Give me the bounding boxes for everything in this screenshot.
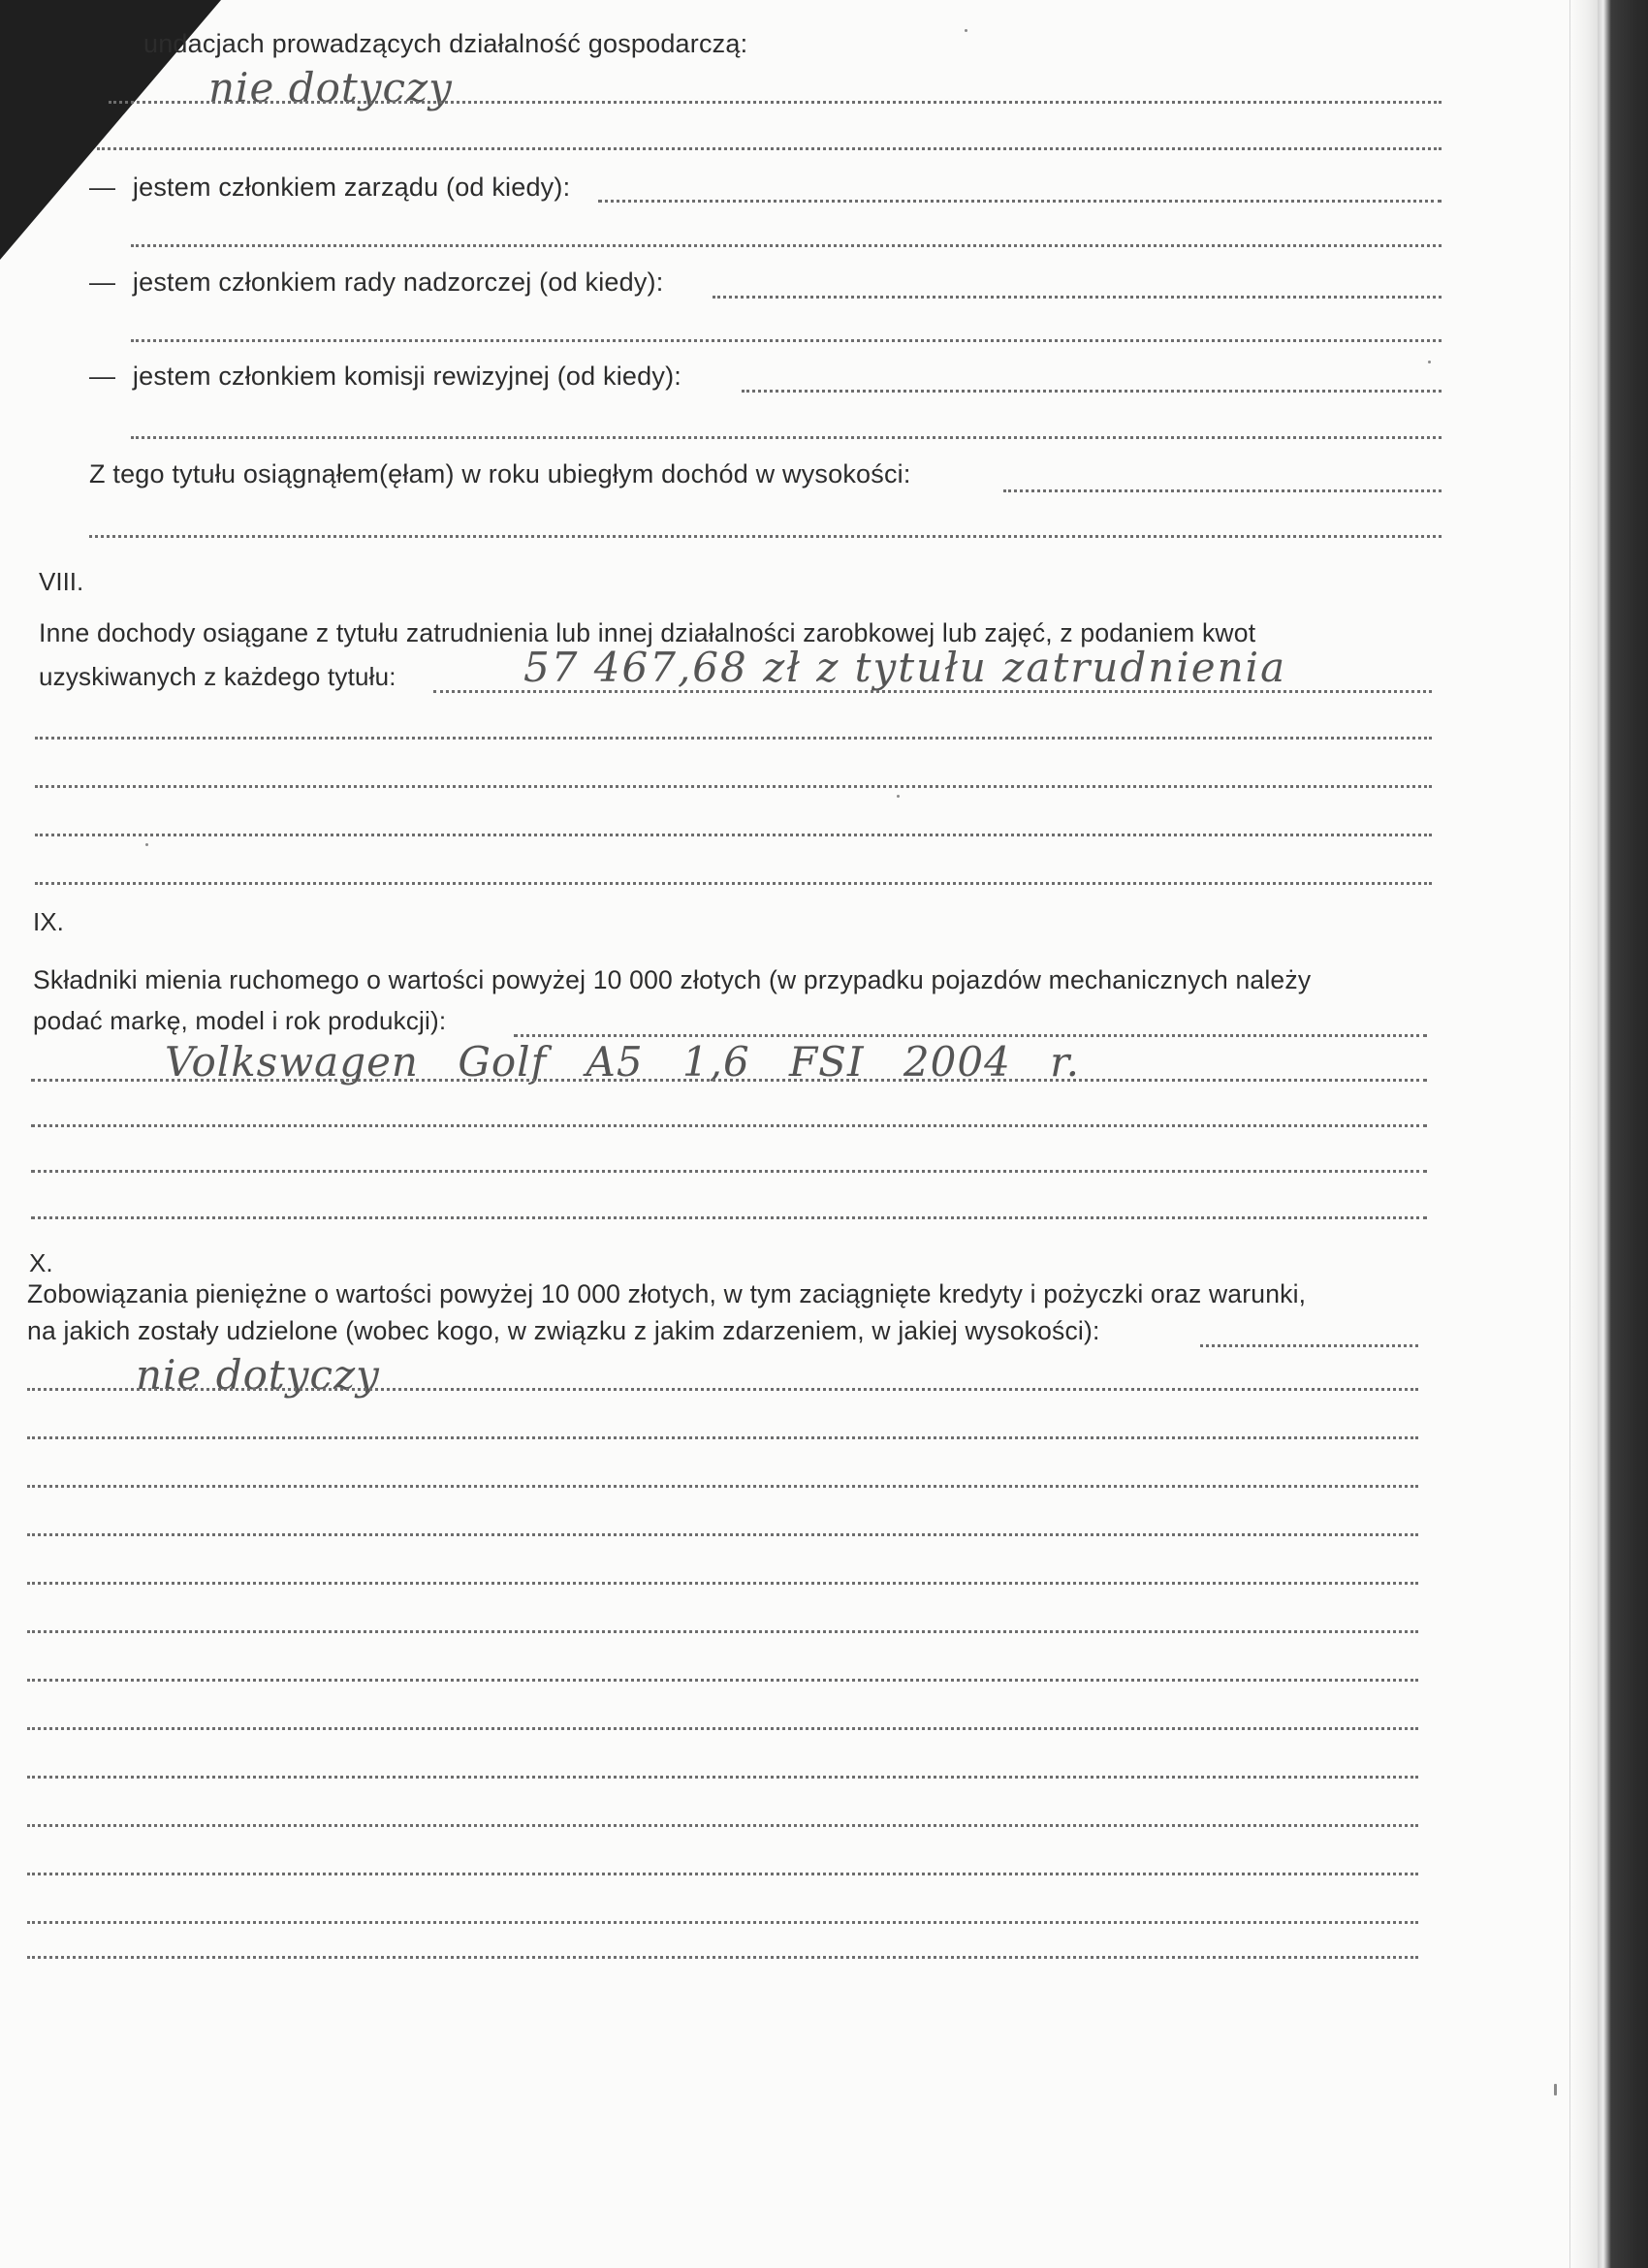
- answer-line: [97, 147, 1442, 150]
- answer-line: [514, 1034, 1427, 1037]
- section-x-line1: Zobowiązania pieniężne o wartości powyżej 10 000 złotych, w tym zaciągnięte kredyty i pożyczki oraz warunki,: [27, 1279, 1307, 1308]
- answer-line: [131, 436, 1442, 439]
- answer-line: [598, 200, 1442, 203]
- section-ix-numeral: IX.: [33, 907, 64, 936]
- answer-line: [27, 1727, 1418, 1730]
- section-x-line2: na jakich zostały udzielone (wobec kogo, w związku z jakim zdarzeniem, w jakiej wysokości):: [27, 1316, 1100, 1345]
- dash: —: [89, 362, 116, 391]
- page-edge: [1569, 0, 1598, 2268]
- item-supervisory-board: [89, 269, 663, 296]
- section-viii-line2: uzyskiwanych z każdego tytułu:: [39, 662, 396, 691]
- income-line-label: Z tego tytułu osiągnąłem(ęłam) w roku ubiegłym dochód w wysokości:: [89, 459, 911, 488]
- answer-line: [31, 1079, 1427, 1082]
- item-management-board: [89, 174, 570, 201]
- handwritten-answer-top: nie dotyczy: [208, 64, 453, 111]
- section-ix-line1: Składniki mienia ruchomego o wartości powyżej 10 000 złotych (w przypadku pojazdów mechanicznych należy: [33, 965, 1312, 994]
- answer-line: [1200, 1344, 1418, 1347]
- section-viii-line1: Inne dochody osiągane z tytułu zatrudnienia lub innej działalności zarobkowej lub zajęć, z podaniem kwot: [39, 618, 1256, 647]
- answer-line: [27, 1485, 1418, 1488]
- handwritten-answer-ix: Volkswagen Golf A5 1,6 FSI 2004 r.: [165, 1038, 1080, 1086]
- answer-line: [35, 785, 1432, 788]
- item-label: jestem członkiem komisji rewizyjnej (od kiedy):: [132, 362, 681, 391]
- scanner-edge-shadow: [1598, 0, 1648, 2268]
- answer-line: [1003, 489, 1442, 492]
- answer-line: [131, 339, 1442, 342]
- section-viii-numeral: VIII.: [39, 567, 84, 596]
- scan-speck: [1428, 361, 1431, 363]
- answer-line: [433, 690, 1432, 693]
- answer-line: [27, 1436, 1418, 1439]
- answer-line: [27, 1824, 1418, 1827]
- scan-speck: [965, 29, 967, 32]
- section-x-numeral: X.: [29, 1248, 53, 1277]
- scan-speck: [897, 795, 900, 798]
- answer-line: [27, 1388, 1418, 1391]
- answer-line: [27, 1776, 1418, 1779]
- answer-line: [35, 882, 1432, 885]
- item-label: jestem członkiem zarządu (od kiedy):: [132, 173, 571, 202]
- answer-line: [31, 1216, 1427, 1219]
- answer-line: [89, 535, 1442, 538]
- answer-line: [713, 296, 1442, 299]
- dash: —: [89, 268, 116, 297]
- scan-speck: [1554, 2084, 1557, 2095]
- dash: —: [89, 173, 116, 202]
- item-audit-committee: [89, 363, 681, 390]
- answer-line: [27, 1921, 1418, 1924]
- answer-line: [35, 834, 1432, 836]
- answer-line: [27, 1679, 1418, 1682]
- answer-line: [27, 1873, 1418, 1875]
- answer-line: [35, 737, 1432, 740]
- handwritten-answer-x: nie dotyczy: [136, 1351, 380, 1399]
- handwritten-answer-viii: 57 467,68 zł z tytułu zatrudnienia: [523, 644, 1287, 691]
- answer-line: [131, 244, 1442, 247]
- answer-line: [27, 1533, 1418, 1536]
- answer-line: [31, 1124, 1427, 1127]
- answer-line: [27, 1630, 1418, 1633]
- section-ix-line2: podać markę, model i rok produkcji):: [33, 1006, 447, 1035]
- answer-line: [109, 101, 1442, 104]
- answer-line: [27, 1582, 1418, 1585]
- answer-line: [27, 1956, 1418, 1959]
- answer-line: [742, 390, 1442, 393]
- scan-speck: [145, 843, 148, 846]
- fragment-heading: undacjach prowadzących działalność gospodarczą:: [143, 29, 748, 58]
- item-label: jestem członkiem rady nadzorczej (od kiedy):: [132, 268, 664, 297]
- answer-line: [31, 1170, 1427, 1173]
